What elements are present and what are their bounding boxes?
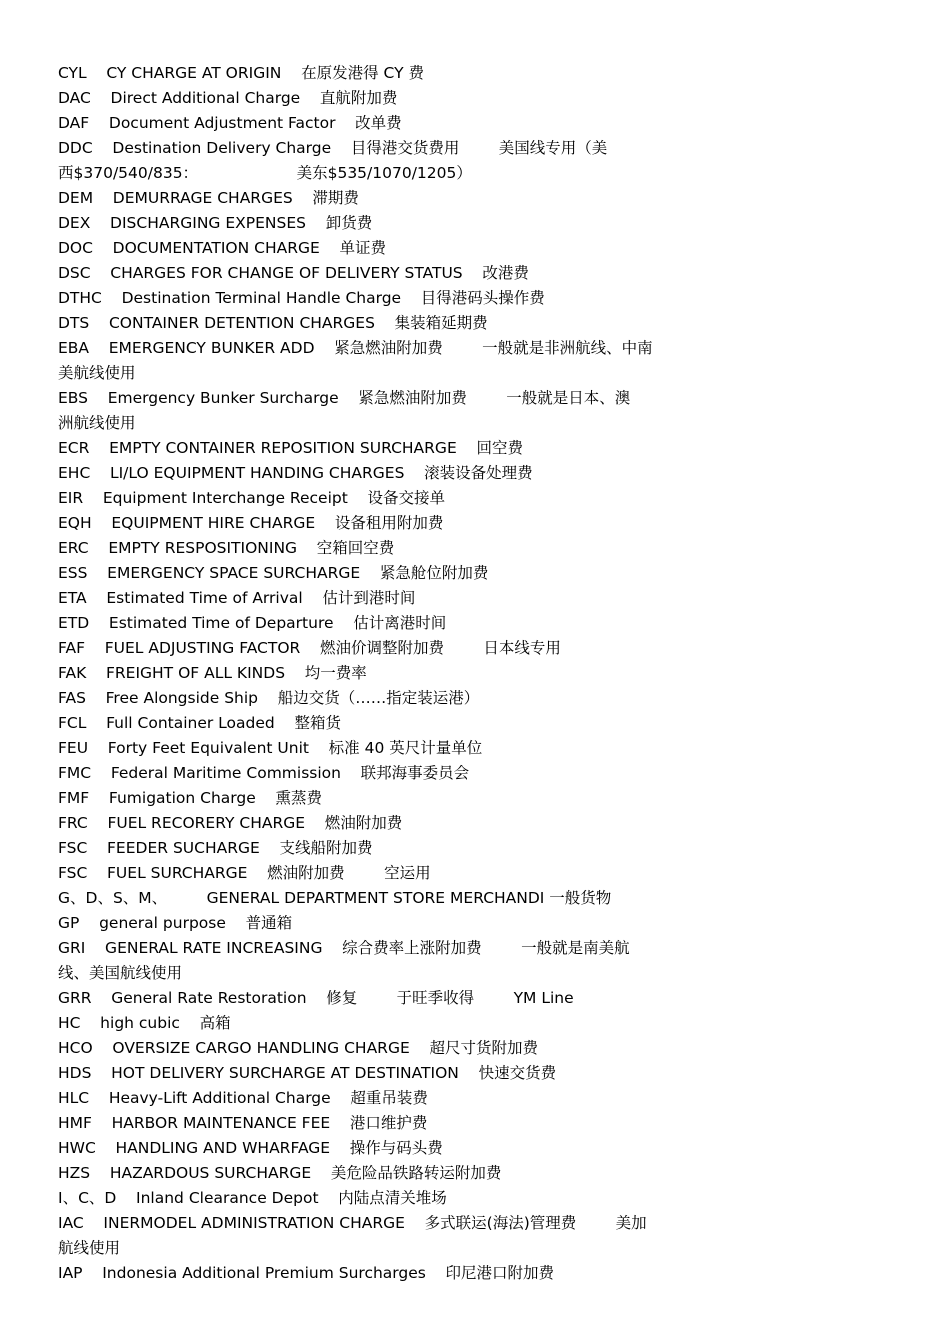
text-line: ETD Estimated Time of Departure 估计离港时间: [58, 614, 447, 632]
text-line: FEU Forty Feet Equivalent Unit 标准 40 英尺计量单位: [58, 739, 483, 757]
text-line: DEM DEMURRAGE CHARGES 滞期费: [58, 189, 359, 207]
text-line: ERC EMPTY RESPOSITIONING 空箱回空费: [58, 539, 395, 557]
text-line: EIR Equipment Interchange Receipt 设备交接单: [58, 489, 446, 507]
text-line: ETA Estimated Time of Arrival 估计到港时间: [58, 589, 416, 607]
text-line: EBS Emergency Bunker Surcharge 紧急燃油附加费 一般就是日本、澳: [58, 389, 631, 407]
text-line: DSC CHARGES FOR CHANGE OF DELIVERY STATUS 改港费: [58, 264, 529, 282]
text-line: DDC Destination Delivery Charge 目得港交货费用 美国线专用（美: [58, 139, 608, 157]
text-line: FCL Full Container Loaded 整箱货: [58, 714, 341, 732]
text-line: HMF HARBOR MAINTENANCE FEE 港口维护费: [58, 1114, 428, 1132]
text-line: GRR General Rate Restoration 修复 于旺季收得 YM Line: [58, 989, 574, 1007]
text-line: GRI GENERAL RATE INCREASING 综合费率上涨附加费 一般就是南美航: [58, 939, 630, 957]
text-line: I、C、D Inland Clearance Depot 内陆点清关堆场: [58, 1189, 447, 1207]
text-line: 西$370/540/835： 美东$535/1070/1205）: [58, 164, 472, 182]
text-line: HCO OVERSIZE CARGO HANDLING CHARGE 超尺寸货附加费: [58, 1039, 538, 1057]
text-line: FSC FUEL SURCHARGE 燃油附加费 空运用: [58, 864, 431, 882]
text-line: FRC FUEL RECORERY CHARGE 燃油附加费: [58, 814, 403, 832]
text-line: HZS HAZARDOUS SURCHARGE 美危险品铁路转运附加费: [58, 1164, 502, 1182]
text-line: FMC Federal Maritime Commission 联邦海事委员会: [58, 764, 470, 782]
text-line: FAS Free Alongside Ship 船边交货（……指定装运港）: [58, 689, 480, 707]
text-line: DTS CONTAINER DETENTION CHARGES 集装箱延期费: [58, 314, 488, 332]
text-line: DTHC Destination Terminal Handle Charge 目得港码头操作费: [58, 289, 545, 307]
text-line: 航线使用: [58, 1239, 121, 1257]
text-line: 线、美国航线使用: [58, 964, 183, 982]
text-line: FSC FEEDER SUCHARGE 支线船附加费: [58, 839, 373, 857]
text-line: 美航线使用: [58, 364, 136, 382]
text-line: GP general purpose 普通箱: [58, 914, 293, 932]
text-line: IAC INERMODEL ADMINISTRATION CHARGE 多式联运(海法)管理费 美加: [58, 1214, 647, 1232]
text-line: DAF Document Adjustment Factor 改单费: [58, 114, 402, 132]
text-line: FAK FREIGHT OF ALL KINDS 均一费率: [58, 664, 367, 682]
text-line: ECR EMPTY CONTAINER REPOSITION SURCHARGE 回空费: [58, 439, 523, 457]
text-line: FMF Fumigation Charge 熏蒸费: [58, 789, 322, 807]
text-line: DEX DISCHARGING EXPENSES 卸货费: [58, 214, 373, 232]
text-line: ESS EMERGENCY SPACE SURCHARGE 紧急舱位附加费: [58, 564, 489, 582]
text-line: FAF FUEL ADJUSTING FACTOR 燃油价调整附加费 日本线专用: [58, 639, 561, 657]
text-line: HDS HOT DELIVERY SURCHARGE AT DESTINATION 快速交货费: [58, 1064, 557, 1082]
text-line: EBA EMERGENCY BUNKER ADD 紧急燃油附加费 一般就是非洲航线、中南: [58, 339, 653, 357]
document-body: [58, 61, 688, 1286]
text-line: HLC Heavy-Lift Additional Charge 超重吊装费: [58, 1089, 428, 1107]
text-line: G、D、S、M、 GENERAL DEPARTMENT STORE MERCHANDI 一般货物: [58, 889, 612, 907]
text-line: HC high cubic 高箱: [58, 1014, 231, 1032]
text-line: EQH EQUIPMENT HIRE CHARGE 设备租用附加费: [58, 514, 444, 532]
text-line: 洲航线使用: [58, 414, 136, 432]
text-line: CYL CY CHARGE AT ORIGIN 在原发港得 CY 费: [58, 64, 424, 82]
text-line: EHC LI/LO EQUIPMENT HANDING CHARGES 滚装设备处理费: [58, 464, 533, 482]
text-line: DOC DOCUMENTATION CHARGE 单证费: [58, 239, 387, 257]
text-line: IAP Indonesia Additional Premium Surcharges 印尼港口附加费: [58, 1264, 555, 1282]
text-line: DAC Direct Additional Charge 直航附加费: [58, 89, 398, 107]
text-line: HWC HANDLING AND WHARFAGE 操作与码头费: [58, 1139, 443, 1157]
